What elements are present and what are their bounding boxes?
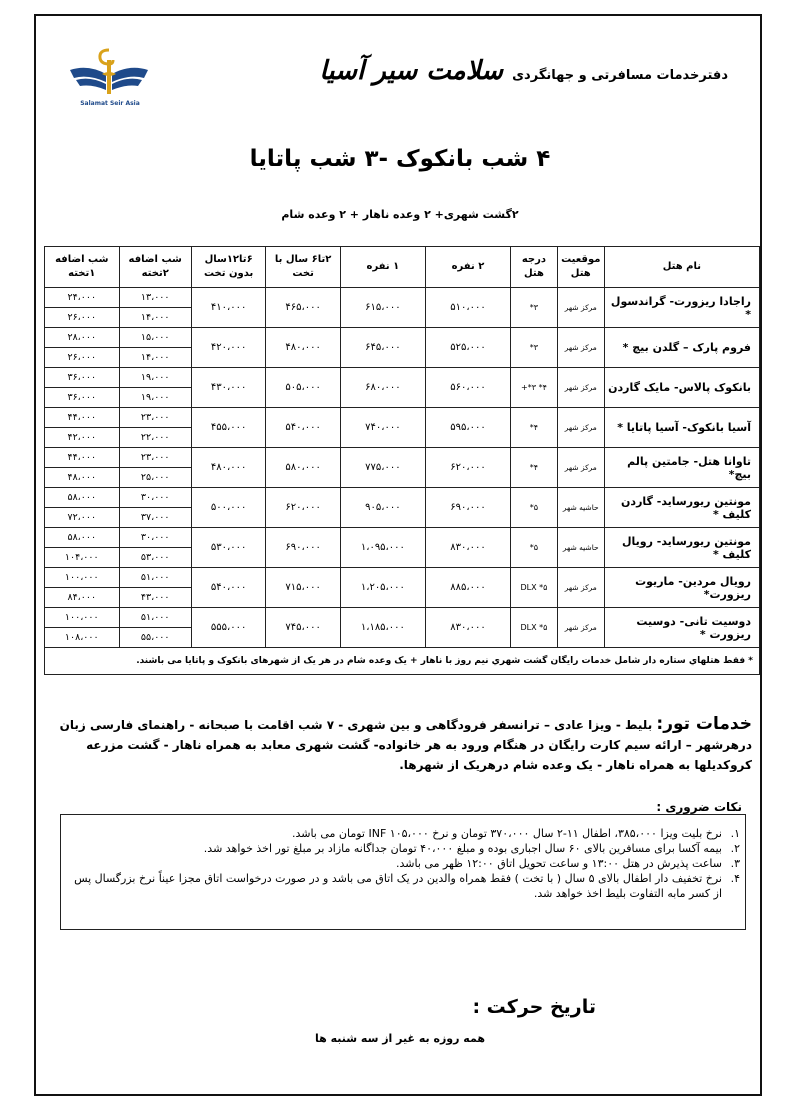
extra-night-2bed-cell: ۵۱،۰۰۰ [119,608,191,628]
extra-night-1bed-cell: ۴۴،۰۰۰ [45,408,120,428]
extra-night-2bed-cell: ۱۴،۰۰۰ [119,308,191,328]
extra-night-2bed-cell: ۱۳،۰۰۰ [119,288,191,308]
double-price-cell: ۵۶۰،۰۰۰ [425,368,510,408]
table-row [45,488,760,508]
double-price-cell: ۸۳۰،۰۰۰ [425,608,510,648]
child-bed-price-cell: ۵۸۰،۰۰۰ [266,448,340,488]
single-price-cell: ۶۸۰،۰۰۰ [340,368,425,408]
extra-night-2bed-cell: ۲۵،۰۰۰ [119,468,191,488]
extra-night-2bed-cell: ۲۳،۰۰۰ [119,448,191,468]
airline-wings-logo-icon [66,40,152,104]
note-number: ۱. [730,827,740,840]
double-price-cell: ۵۲۵،۰۰۰ [425,328,510,368]
departure-text: همه روزه به غیر از سه شنبه ها [315,1032,485,1045]
extra-night-1bed-cell: ۳۶،۰۰۰ [45,388,120,408]
table-row [45,528,760,548]
extra-night-1bed-cell: ۴۲،۰۰۰ [45,428,120,448]
notes-list [64,826,740,901]
stars-cell: ۴* [511,448,558,488]
location-cell: مرکز شهر [557,568,604,608]
single-price-cell: ۷۷۵،۰۰۰ [340,448,425,488]
note-item [64,826,740,841]
extra-night-2bed-cell: ۵۵،۰۰۰ [119,628,191,648]
note-text: نرخ تخفیف دار اطفال بالای ۵ سال ( با تخت ) فقط همراه والدین در یک اتاق می باشد و در صورت درخواست اتاق مجزا عیناً نرخ بزرگسال پس از کسر مابه التفاوت بلیط اخذ خواهد شد. [74,872,722,900]
extra-night-2bed-cell: ۵۳،۰۰۰ [119,548,191,568]
single-price-cell: ۶۴۵،۰۰۰ [340,328,425,368]
extra-night-2bed-cell: ۲۳،۰۰۰ [119,408,191,428]
extra-night-1bed-cell: ۲۴،۰۰۰ [45,288,120,308]
table-footnote: * فقط هتلهاي ستاره دار شامل خدمات رايگان گشت شهري نيم روز با ناهار + یک وعده شام در هر یک از شهرهای بانکوک و پاتایا می باشند. [45,648,760,675]
extra-night-1bed-cell: ۱۰۸،۰۰۰ [45,628,120,648]
single-price-cell: ۱،۲۰۵،۰۰۰ [340,568,425,608]
services-text: بلیط - ویزا عادی – ترانسفر فرودگاهی و بین شهری - ۷ شب اقامت با صبحانه - راهنمای فارسی زبان درهرشهر – ارائه سیم کارت رایگان در هنگام ورود به هر خانواده- گشت شهری معابد به همراه ناهار - گشت مزرعه کروکدیلها به همراه ناهار - یک وعده شام درهریک از شهرها. [59,718,752,772]
note-number: ۳. [730,857,740,870]
location-cell: حاشیه شهر [557,528,604,568]
extra-night-2bed-cell: ۳۷،۰۰۰ [119,508,191,528]
child-nobed-price-cell: ۴۸۰،۰۰۰ [191,448,265,488]
child-bed-price-cell: ۵۴۰،۰۰۰ [266,408,340,448]
location-cell: مرکز شهر [557,368,604,408]
table-row [45,608,760,628]
extra-night-2bed-cell: ۵۱،۰۰۰ [119,568,191,588]
child-nobed-price-cell: ۴۲۰،۰۰۰ [191,328,265,368]
location-cell: مرکز شهر [557,408,604,448]
col-header-child-bed: ۲تا۶ سال با تخت [266,247,340,288]
stars-cell: ۵* [511,488,558,528]
location-cell: مرکز شهر [557,608,604,648]
child-nobed-price-cell: ۵۵۵،۰۰۰ [191,608,265,648]
stars-cell: ۵* DLX [511,608,558,648]
hotel-name-cell: راجادا ریزورت- گراندسول * [604,288,759,328]
extra-night-1bed-cell: ۵۸،۰۰۰ [45,528,120,548]
note-text: بیمه آکسا برای مسافرین بالای ۶۰ سال اجباری بوده و مبلغ ۴۰،۰۰۰ تومان جداگانه مازاد بر مبلغ تور اخذ خواهد شد. [203,842,722,855]
location-cell: مرکز شهر [557,328,604,368]
stars-cell: ۴* ۳*+ [511,368,558,408]
note-text: ساعت پذیرش در هتل ۱۳:۰۰ و ساعت تحویل اتاق ۱۲:۰۰ ظهر می باشد. [396,857,722,870]
double-price-cell: ۶۲۰،۰۰۰ [425,448,510,488]
note-number: ۲. [730,842,740,855]
table-row [45,568,760,588]
extra-night-2bed-cell: ۱۹،۰۰۰ [119,368,191,388]
logo-caption: Salamat Seir Asia [80,100,140,107]
double-price-cell: ۵۹۵،۰۰۰ [425,408,510,448]
extra-night-1bed-cell: ۲۶،۰۰۰ [45,348,120,368]
child-bed-price-cell: ۴۶۵،۰۰۰ [266,288,340,328]
extra-night-1bed-cell: ۲۶،۰۰۰ [45,308,120,328]
child-nobed-price-cell: ۵۳۰،۰۰۰ [191,528,265,568]
extra-night-2bed-cell: ۳۰،۰۰۰ [119,528,191,548]
table-row [45,408,760,428]
child-bed-price-cell: ۶۹۰،۰۰۰ [266,528,340,568]
stars-cell: ۳* [511,328,558,368]
extra-night-2bed-cell: ۱۵،۰۰۰ [119,328,191,348]
double-price-cell: ۶۹۰،۰۰۰ [425,488,510,528]
extra-night-2bed-cell: ۳۰،۰۰۰ [119,488,191,508]
child-nobed-price-cell: ۴۱۰،۰۰۰ [191,288,265,328]
hotel-name-cell: رویال مردین- ماریوت ریزورت* [604,568,759,608]
tour-subtitle: ۲گشت شهری+ ۲ وعده ناهار + ۲ وعده شام [281,208,519,221]
table-row [45,288,760,308]
hotel-name-cell: تاوانا هتل- جامتین پالم بیچ* [604,448,759,488]
col-header-hotel: نام هتل [604,247,759,288]
stars-cell: ۵* [511,528,558,568]
col-header-extra-2bed: شب اضافه ۲تخته [119,247,191,288]
table-header-row [45,247,760,288]
location-cell: مرکز شهر [557,448,604,488]
col-header-location: موقعیت هتل [557,247,604,288]
child-nobed-price-cell: ۵۴۰،۰۰۰ [191,568,265,608]
services-label: خدمات تور: [656,714,752,734]
child-bed-price-cell: ۷۴۵،۰۰۰ [266,608,340,648]
extra-night-2bed-cell: ۴۳،۰۰۰ [119,588,191,608]
col-header-double: ۲ نفره [425,247,510,288]
single-price-cell: ۹۰۵،۰۰۰ [340,488,425,528]
double-price-cell: ۸۳۰،۰۰۰ [425,528,510,568]
extra-night-1bed-cell: ۷۲،۰۰۰ [45,508,120,528]
extra-night-2bed-cell: ۲۲،۰۰۰ [119,428,191,448]
single-price-cell: ۷۴۰،۰۰۰ [340,408,425,448]
child-bed-price-cell: ۶۲۰،۰۰۰ [266,488,340,528]
child-nobed-price-cell: ۴۵۵،۰۰۰ [191,408,265,448]
office-name: دفترخدمات مسافرتی و جهانگردی [512,68,728,83]
extra-night-1bed-cell: ۳۶،۰۰۰ [45,368,120,388]
extra-night-1bed-cell: ۴۸،۰۰۰ [45,468,120,488]
location-cell: حاشیه شهر [557,488,604,528]
child-bed-price-cell: ۴۸۰،۰۰۰ [266,328,340,368]
hotel-name-cell: دوسیت تانی- دوسیت ریزورت * [604,608,759,648]
col-header-extra-1bed: شب اضافه ۱تخته [45,247,120,288]
child-bed-price-cell: ۷۱۵،۰۰۰ [266,568,340,608]
hotel-name-cell: فروم پارک – گلدن بیچ * [604,328,759,368]
col-header-stars: درجه هتل [511,247,558,288]
hotel-name-cell: مونتین ریورساید- گاردن کلیف * [604,488,759,528]
hotel-name-cell: بانکوک پالاس- مایک گاردن [604,368,759,408]
hotel-price-table [44,246,760,675]
col-header-single: ۱ نفره [340,247,425,288]
hotel-name-cell: مونتین ریورساید- رویال کلیف * [604,528,759,568]
extra-night-2bed-cell: ۱۴،۰۰۰ [119,348,191,368]
extra-night-1bed-cell: ۱۰۴،۰۰۰ [45,548,120,568]
footnote-row [45,648,760,675]
table-row [45,368,760,388]
extra-night-1bed-cell: ۸۴،۰۰۰ [45,588,120,608]
extra-night-1bed-cell: ۲۸،۰۰۰ [45,328,120,348]
double-price-cell: ۸۸۵،۰۰۰ [425,568,510,608]
double-price-cell: ۵۱۰،۰۰۰ [425,288,510,328]
tour-title: ۴ شب بانکوک -۳ شب پاتایا [249,146,551,172]
note-number: ۴. [730,872,740,885]
extra-night-1bed-cell: ۵۸،۰۰۰ [45,488,120,508]
note-item [64,856,740,871]
extra-night-2bed-cell: ۱۹،۰۰۰ [119,388,191,408]
notes-title: نکات ضروری : [656,800,742,814]
single-price-cell: ۱،۰۹۵،۰۰۰ [340,528,425,568]
child-bed-price-cell: ۵۰۵،۰۰۰ [266,368,340,408]
extra-night-1bed-cell: ۱۰۰،۰۰۰ [45,568,120,588]
extra-night-1bed-cell: ۴۴،۰۰۰ [45,448,120,468]
agency-header [319,56,728,86]
single-price-cell: ۶۱۵،۰۰۰ [340,288,425,328]
note-item [64,841,740,856]
note-text: نرخ بلیت ویزا ۳۸۵،۰۰۰، اطفال ۱۱-۲ سال ۳۷۰،۰۰۰ تومان و نرخ INF ۱۰۵،۰۰۰ تومان می باشد. [291,827,722,840]
table-row [45,448,760,468]
child-nobed-price-cell: ۵۰۰،۰۰۰ [191,488,265,528]
hotel-name-cell: آسیا بانکوک- آسیا پاتایا * [604,408,759,448]
stars-cell: ۴* [511,408,558,448]
location-cell: مرکز شهر [557,288,604,328]
note-item [64,871,740,901]
stars-cell: ۵* DLX [511,568,558,608]
stars-cell: ۳* [511,288,558,328]
single-price-cell: ۱،۱۸۵،۰۰۰ [340,608,425,648]
col-header-child-nobed: ۶تا۱۲سال بدون تخت [191,247,265,288]
extra-night-1bed-cell: ۱۰۰،۰۰۰ [45,608,120,628]
table-row [45,328,760,348]
departure-title: تاریخ حرکت : [472,996,596,1018]
brand-name: سلامت سیر آسیا [319,56,504,86]
tour-services [52,714,752,775]
child-nobed-price-cell: ۴۳۰،۰۰۰ [191,368,265,408]
